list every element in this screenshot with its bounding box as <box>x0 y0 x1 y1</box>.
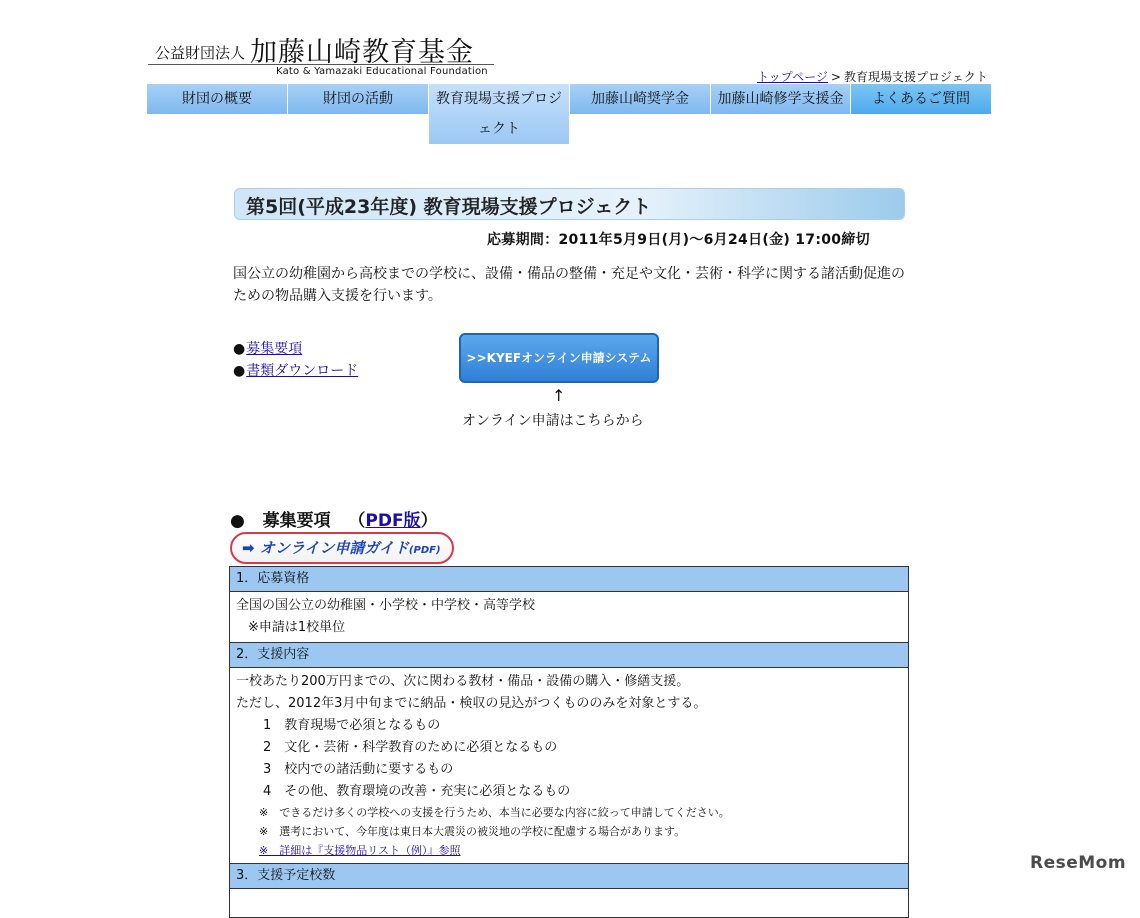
eligibility-note: ※申請は1校単位 <box>248 620 346 635</box>
section-header-eligibility: 1．応募資格 <box>230 567 909 592</box>
breadcrumb-separator: > <box>830 70 841 84</box>
table-row <box>230 668 909 864</box>
table-row <box>230 643 909 668</box>
arrow-right-icon: ➡ <box>242 539 255 557</box>
arrow-up-icon: ↑ <box>552 386 566 405</box>
section-header-support: 2．支援内容 <box>230 643 909 668</box>
guidelines-link[interactable]: 募集要項 <box>246 341 303 357</box>
requirements-table <box>229 566 909 918</box>
list-item: 1 教育現場で必須となるもの <box>263 718 441 733</box>
paren-open: （ <box>348 511 366 531</box>
download-link[interactable]: 書類ダウンロード <box>246 363 359 379</box>
support-note-2: ※ 選考において、今年度は東日本大震災の被災地の学校に配慮する場合があります。 <box>259 825 686 838</box>
header-rule <box>148 64 494 65</box>
intro-text: 国公立の幼稚園から高校までの学校に、設備・備品の整備・充足や文化・芸術・科学に関する諸活動促進のための物品購入支援を行います。 <box>233 266 905 304</box>
list-item <box>233 338 358 360</box>
list-item: 4 その他、教育環境の改善・充実に必須となるもの <box>263 784 571 799</box>
breadcrumb-current: 教育現場支援プロジェクト <box>843 70 988 84</box>
pdf-link[interactable]: PDF版 <box>365 511 421 531</box>
paren-close: ） <box>420 511 438 531</box>
guide-button-label: オンライン申請ガイド <box>259 539 409 557</box>
bullet-icon: ● <box>233 341 246 357</box>
table-row <box>230 864 909 889</box>
breadcrumb <box>757 68 988 85</box>
online-caption: オンライン申請はこちらから <box>462 413 644 429</box>
table-row <box>230 567 909 592</box>
watermark-logo: ReseMom <box>1030 853 1127 873</box>
bullet-icon: ● <box>230 511 245 531</box>
application-period: 応募期間：2011年5月9日(月)〜6月24日(金) 17:00締切 <box>487 232 870 248</box>
nav-faq[interactable]: よくあるご質問 <box>851 84 992 114</box>
org-name-en: Kato & Yamazaki Educational Foundation <box>276 66 488 77</box>
org-name[interactable]: 加藤山崎教育基金 <box>250 37 474 68</box>
nav-about[interactable]: 財団の概要 <box>147 84 288 114</box>
online-system-button[interactable]: >>KYEFオンライン申請システム <box>459 333 659 383</box>
section-heading-label: 募集要項 <box>262 511 331 531</box>
list-item: 3 校内での諸活動に要するもの <box>263 762 454 777</box>
support-text-2: ただし、2012年3月中旬までに納品・検収の見込がつくもののみを対象とする。 <box>236 696 707 711</box>
section-heading <box>230 506 438 531</box>
org-prefix: 公益財団法人 <box>155 44 246 62</box>
support-list-link[interactable]: ※ 詳細は『支援物品リスト（例）』参照 <box>259 844 461 857</box>
nav-study-support[interactable]: 加藤山崎修学支援金 <box>711 84 851 114</box>
nav-activities[interactable]: 財団の活動 <box>288 84 429 114</box>
list-item: 2 文化・芸術・科学教育のために必須となるもの <box>263 740 558 755</box>
list-item <box>233 360 358 382</box>
section-header-school-count: 3．支援予定校数 <box>230 864 909 889</box>
link-list <box>233 338 358 382</box>
table-row <box>230 889 909 918</box>
eligibility-text: 全国の国公立の幼稚園・小学校・中学校・高等学校 <box>236 598 536 613</box>
online-guide-button[interactable] <box>230 532 454 564</box>
main-nav <box>147 84 992 137</box>
support-note-1: ※ できるだけ多くの学校への支援を行うため、本当に必要な内容に絞って申請してください。 <box>259 806 730 819</box>
page-title: 第5回(平成23年度) 教育現場支援プロジェクト <box>246 196 652 218</box>
nav-support-project[interactable]: 教育現場支援プロジェクト <box>429 84 570 144</box>
guide-button-suffix: (PDF) <box>408 545 441 556</box>
support-text-1: 一校あたり200万円までの、次に関わる教材・備品・設備の購入・修繕支援。 <box>236 674 690 689</box>
bullet-icon: ● <box>233 363 246 379</box>
breadcrumb-home[interactable]: トップページ <box>757 70 828 84</box>
nav-scholarship[interactable]: 加藤山崎奨学金 <box>570 84 711 114</box>
table-row <box>230 592 909 643</box>
